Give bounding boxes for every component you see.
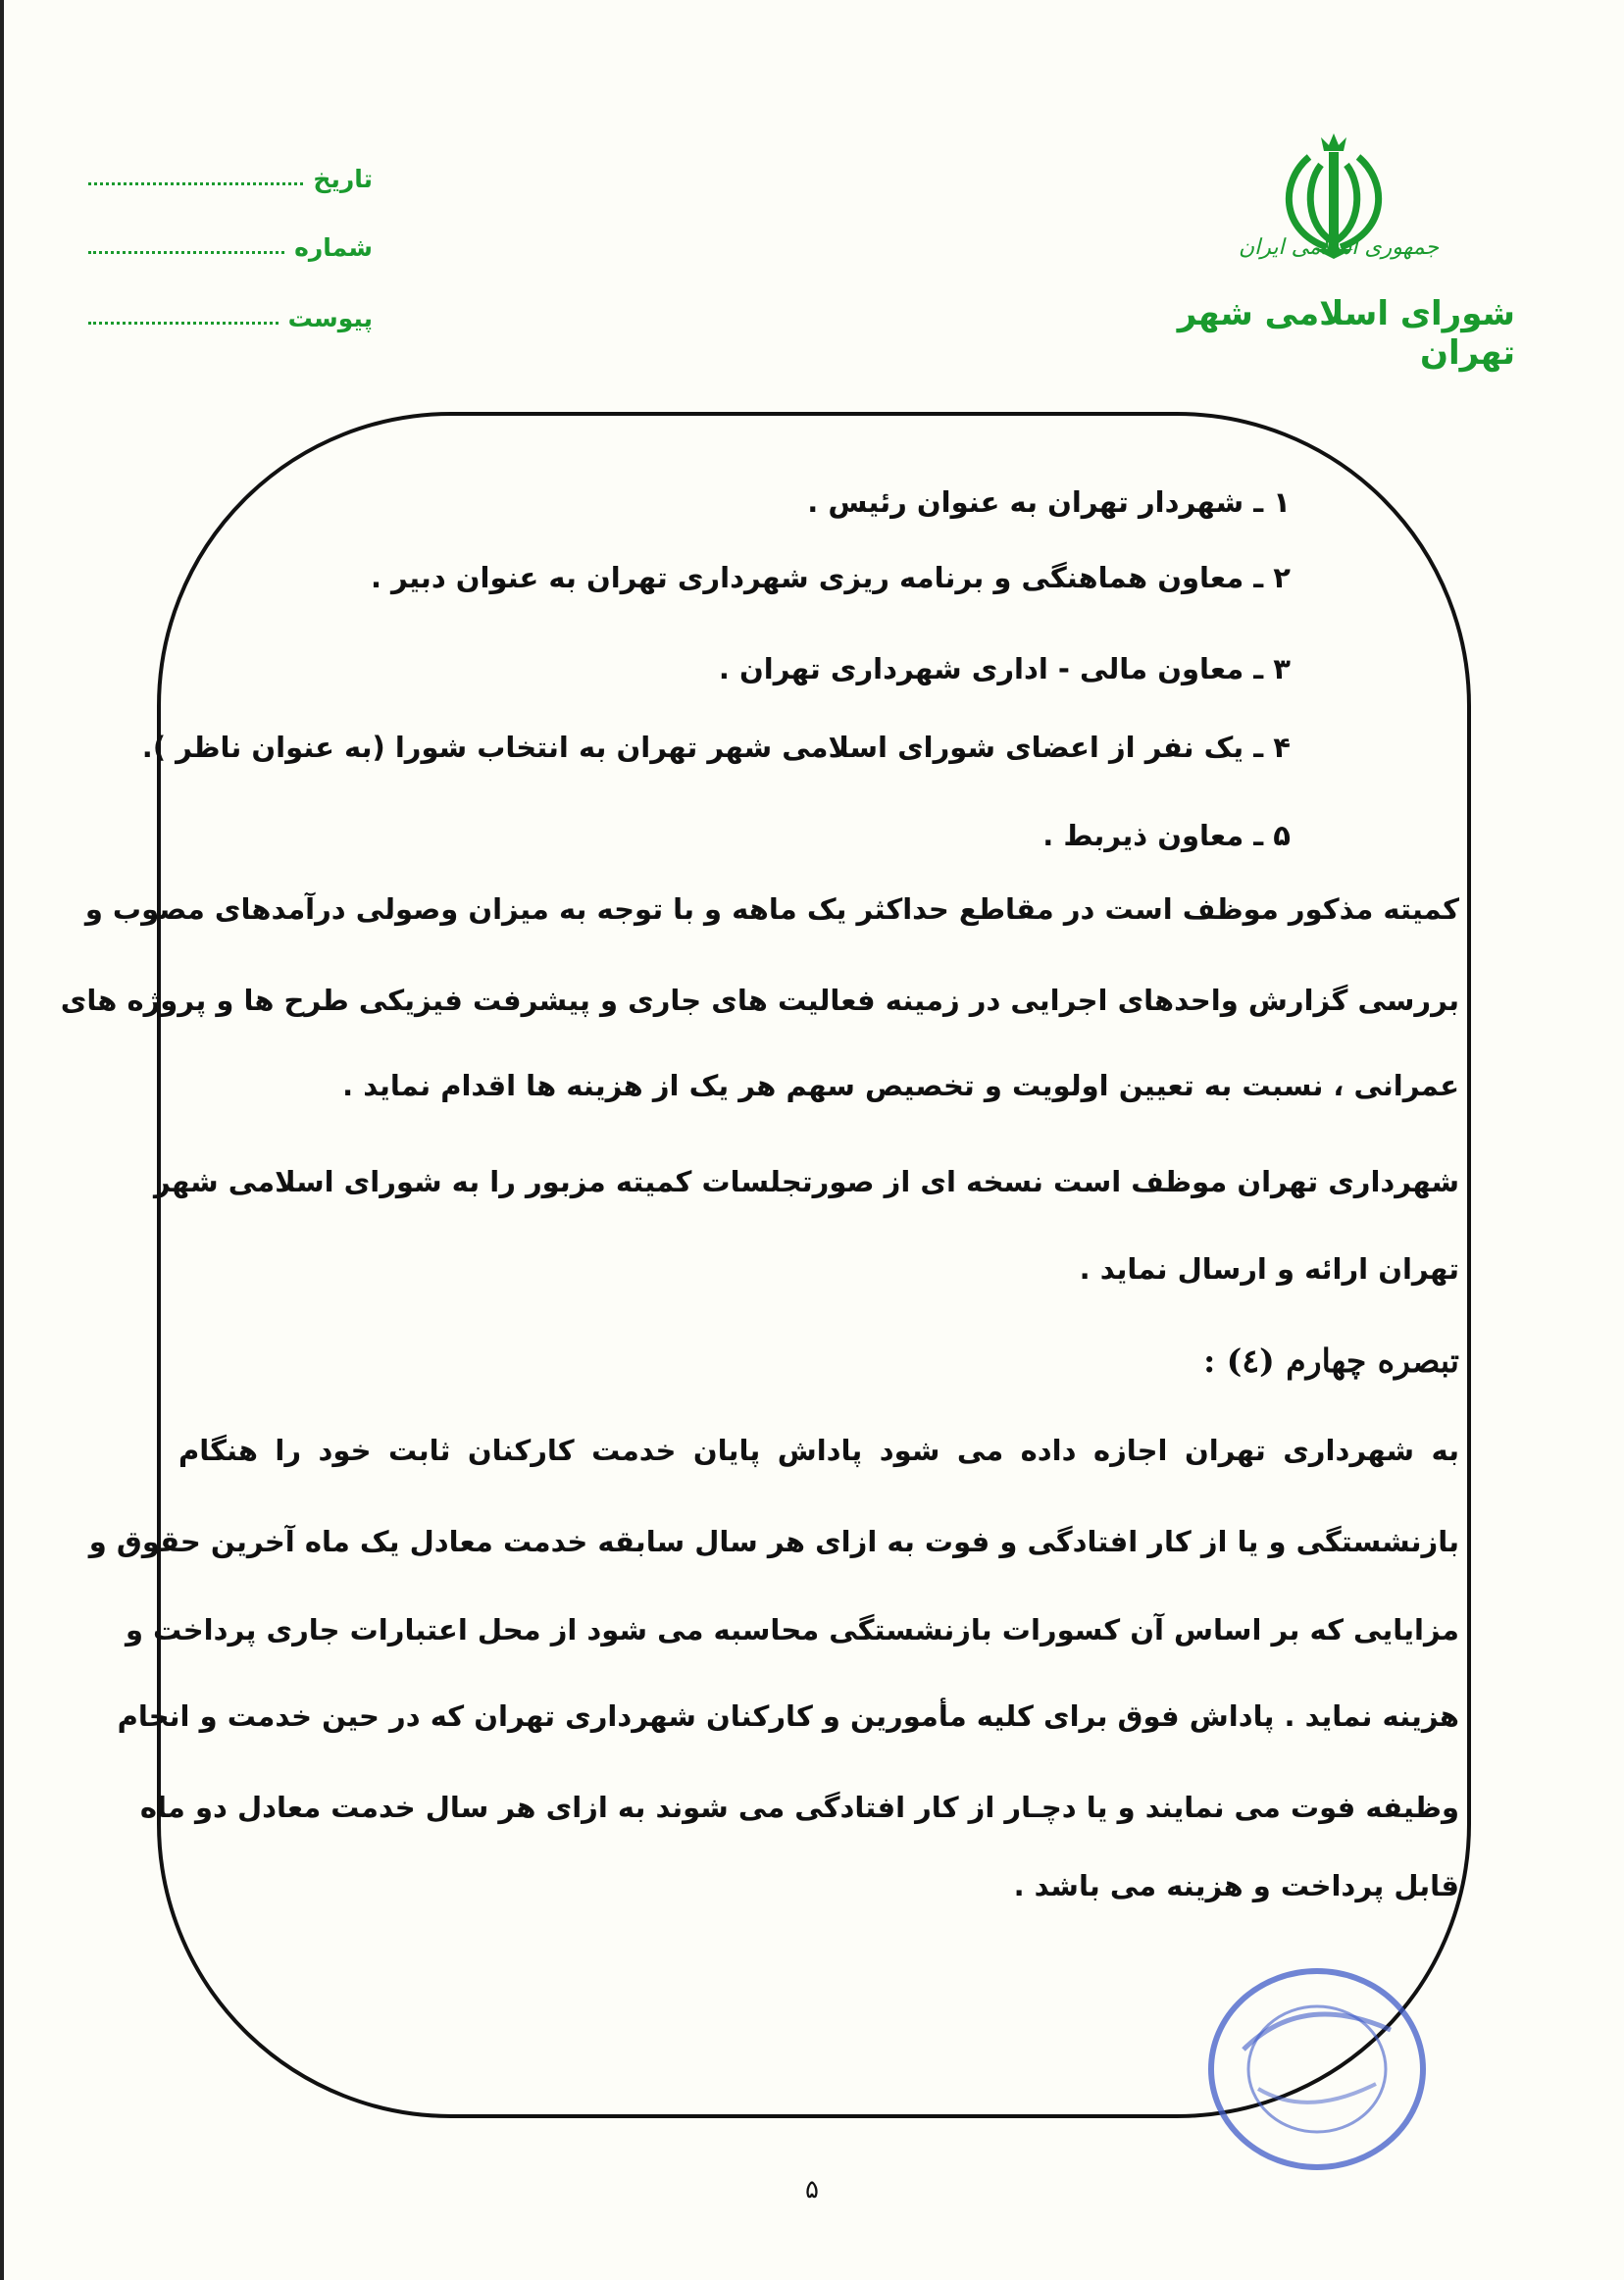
number-label: شماره xyxy=(294,233,373,262)
paragraph-line: عمرانی ، نسبت به تعیین اولویت و تخصیص سهم هر یک از هزینه ها اقدام نماید . xyxy=(342,1069,1459,1102)
attachment-value xyxy=(88,322,279,325)
member-item: ۴ ـ یک نفر از اعضای شورای اسلامی شهر تهران به انتخاب شورا (به عنوان ناظر ). xyxy=(141,731,1291,764)
emblem-caption: جمهوری اسلامی ایران xyxy=(1238,235,1440,260)
paragraph-line: هزینه نماید . پاداش فوق برای کلیه مأمورین و کارکنان شهرداری تهران که در حین خدمت و انجام xyxy=(117,1699,1459,1733)
council-stamp-icon xyxy=(1204,1961,1430,2177)
paragraph-line: بازنشستگی و یا از کار افتادگی و فوت به ازای هر سال سابقه خدمت معادل یک ماه آخرین حقوق و xyxy=(88,1525,1459,1558)
number-field xyxy=(88,233,373,262)
paragraph-line: کمیته مذکور موظف است در مقاطع حداکثر یک ماهه و با توجه به میزان وصولی درآمدهای مصوب و xyxy=(84,892,1459,926)
section-heading: تبصره چهارم (٤) : xyxy=(1203,1342,1459,1380)
number-value xyxy=(88,251,284,254)
date-field xyxy=(88,165,373,193)
member-item: ۲ ـ معاون هماهنگی و برنامه ریزی شهرداری تهران به عنوان دبیر . xyxy=(370,561,1291,594)
date-label: تاریخ xyxy=(313,165,373,193)
member-item: ۳ ـ معاون مالی - اداری شهرداری تهران . xyxy=(718,652,1291,685)
member-item: ۵ ـ معاون ذیربط . xyxy=(1042,819,1291,852)
member-item: ۱ ـ شهردار تهران به عنوان رئیس . xyxy=(807,485,1291,519)
paragraph-line: به شهرداری تهران اجازه داده می شود پاداش پایان خدمت کارکنان ثابت خود را هنگام xyxy=(178,1434,1459,1467)
paragraph-line: مزایایی که بر اساس آن کسورات بازنشستگی محاسبه می شود از محل اعتبارات جاری پرداخت و xyxy=(125,1613,1459,1647)
attachment-label: پیوست xyxy=(287,304,373,332)
paragraph-line: وظیفه فوت می نمایند و یا دچـار از کار افتادگی می شوند به ازای هر سال خدمت معادل دو ماه xyxy=(139,1791,1459,1824)
paragraph-line: بررسی گزارش واحدهای اجرایی در زمینه فعالیت های جاری و پیشرفت فیزیکی طرح ها و پروژه های xyxy=(60,984,1459,1017)
attachment-field xyxy=(88,304,373,332)
page-number: ۵ xyxy=(805,2175,819,2204)
date-value xyxy=(88,182,303,185)
paragraph-line: قابل پرداخت و هزینه می باشد . xyxy=(1013,1869,1459,1902)
scan-edge xyxy=(0,0,4,2280)
paragraph-line: تهران ارائه و ارسال نماید . xyxy=(1079,1252,1459,1286)
paragraph-line: شهرداری تهران موظف است نسخه ای از صورتجلسات کمیته مزبور را به شورای اسلامی شهر xyxy=(154,1165,1459,1198)
council-name: شورای اسلامی شهر تهران xyxy=(1177,294,1515,373)
